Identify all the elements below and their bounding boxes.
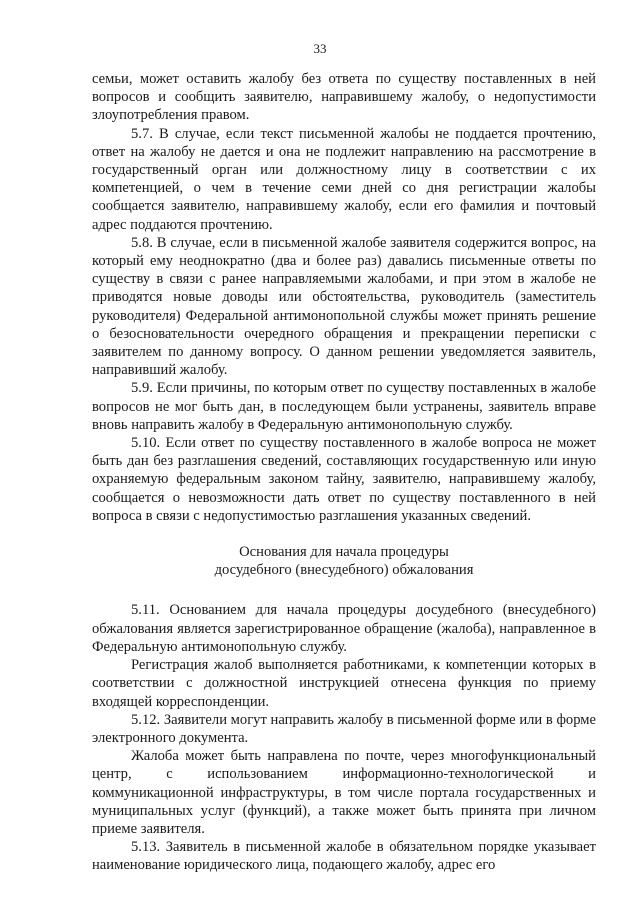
- section-heading-line-2: досудебного (внесудебного) обжалования: [214, 562, 474, 579]
- paragraphs-before-heading: [92, 70, 596, 525]
- paragraph: Регистрация жалоб выполняется работниками, к компетенции которых в соответствии с должностной инструкцией отнесена функция по приему входящей корреспонденции.: [92, 657, 596, 710]
- paragraph: 5.9. Если причины, по которым ответ по существу поставленных в жалобе вопросов не мог быть дан, в последующем были устранены, заявитель вправе вновь направить жалобу в Федеральную антимонопольную службу.: [92, 380, 596, 433]
- section-heading: [92, 543, 596, 579]
- paragraph: 5.12. Заявители могут направить жалобу в письменной форме или в форме электронного документа.: [92, 711, 596, 746]
- paragraph: 5.7. В случае, если текст письменной жалобы не поддается прочтению, ответ на жалобу не дается и она не подлежит направлению на рассмотрение в государственный орган или должностному лицу в соответствии с их компетенцией, о чем в течение семи дней со дня регистрации жалобы сообщается заявителю, направившему жалобу, если его фамилия и почтовый адрес поддаются прочтению.: [92, 125, 596, 233]
- document-body: [92, 70, 596, 875]
- paragraph: 5.8. В случае, если в письменной жалобе заявителя содержится вопрос, на который ему неоднократно (два и более раз) давались письменные ответы по существу в связи с ранее направляемыми жалобами, и при этом в жалобе не приводятся новые доводы или обстоятельства, руководитель (заместитель руководителя) Федеральной антимонопольной службы может принять решение о безосновательности очередного обращения и прекращении переписки с заявителем по данному вопросу. О данном решении уведомляется заявитель, направивший жалобу.: [92, 234, 596, 379]
- paragraph: 5.11. Основанием для начала процедуры досудебного (внесудебного) обжалования является зарегистрированное обращение (жалоба), направленное в Федеральную антимонопольную службу.: [92, 602, 596, 655]
- paragraph: семьи, может оставить жалобу без ответа по существу поставленных в ней вопросов и сообщить заявителю, направившему жалобу, о недопустимости злоупотребления правом.: [92, 71, 596, 124]
- paragraph: 5.13. Заявитель в письменной жалобе в обязательном порядке указывает наименование юридического лица, подающего жалобу, адрес его: [92, 839, 596, 874]
- paragraph: Жалоба может быть направлена по почте, через многофункциональный центр, с использованием информационно-технологической и коммуникационной инфраструктуры, в том числе портала государственных и муниципальных услуг (функций), а также может быть принята при личном приеме заявителя.: [92, 748, 596, 837]
- paragraph: 5.10. Если ответ по существу поставленного в жалобе вопроса не может быть дан без разглашения сведений, составляющих государственную или иную охраняемую федеральным законом тайну, заявителю, направившему жалобу, сообщается о невозможности дать ответ по существу поставленного в ней вопроса в связи с недопустимостью разглашения указанных сведений.: [92, 435, 596, 524]
- paragraphs-after-heading: [92, 601, 596, 874]
- section-heading-line-1: Основания для начала процедуры: [239, 544, 449, 561]
- page-number: 33: [313, 41, 327, 56]
